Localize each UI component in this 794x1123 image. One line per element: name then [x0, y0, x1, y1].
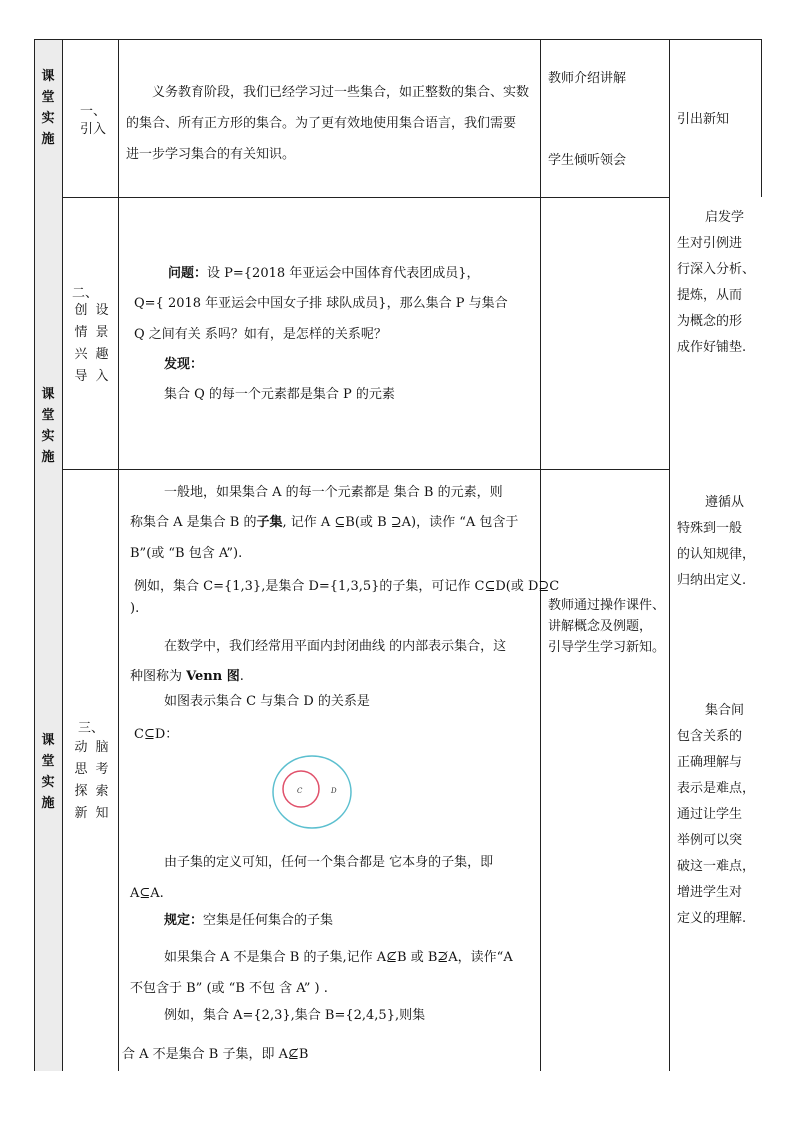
scenario-found-text: 集合 Q 的每一个元素都是集合 P 的元素: [164, 387, 395, 402]
col-divider-4: [669, 39, 670, 1071]
table-right-border-top: [761, 39, 762, 197]
row-divider-2: [62, 469, 669, 470]
section-column-shade: [34, 39, 62, 1071]
venn-label-d: D: [331, 787, 337, 795]
table-left-border: [34, 39, 35, 1071]
figure-caption: 如图表示集合 C 与集合 D 的关系是: [164, 694, 370, 709]
col-divider-2: [118, 39, 119, 1071]
table-top-border: [34, 39, 762, 40]
row-divider-1: [62, 197, 669, 198]
design-intent-1: 引出新知: [677, 112, 730, 127]
step-number-3: 三、: [78, 721, 105, 736]
scenario-found-label: 发现：: [164, 357, 204, 372]
student-activity-1: 学生倾听领会: [548, 153, 627, 168]
step-name-1: 引入: [80, 122, 107, 137]
col-divider-1: [62, 39, 63, 1071]
col-divider-3: [540, 39, 541, 1071]
step-number-1: 一、: [80, 104, 107, 119]
relation-text: C⊆D：: [134, 727, 179, 742]
venn-diagram: [270, 754, 354, 830]
venn-label-c: C: [297, 787, 303, 795]
teacher-activity-1: 教师介绍讲解: [548, 71, 627, 86]
step-number-2: 二、: [72, 286, 99, 301]
empty-set-rule: 规定：空集是任何集合的子集: [164, 913, 334, 928]
venn-outer-set-d: [273, 756, 351, 828]
